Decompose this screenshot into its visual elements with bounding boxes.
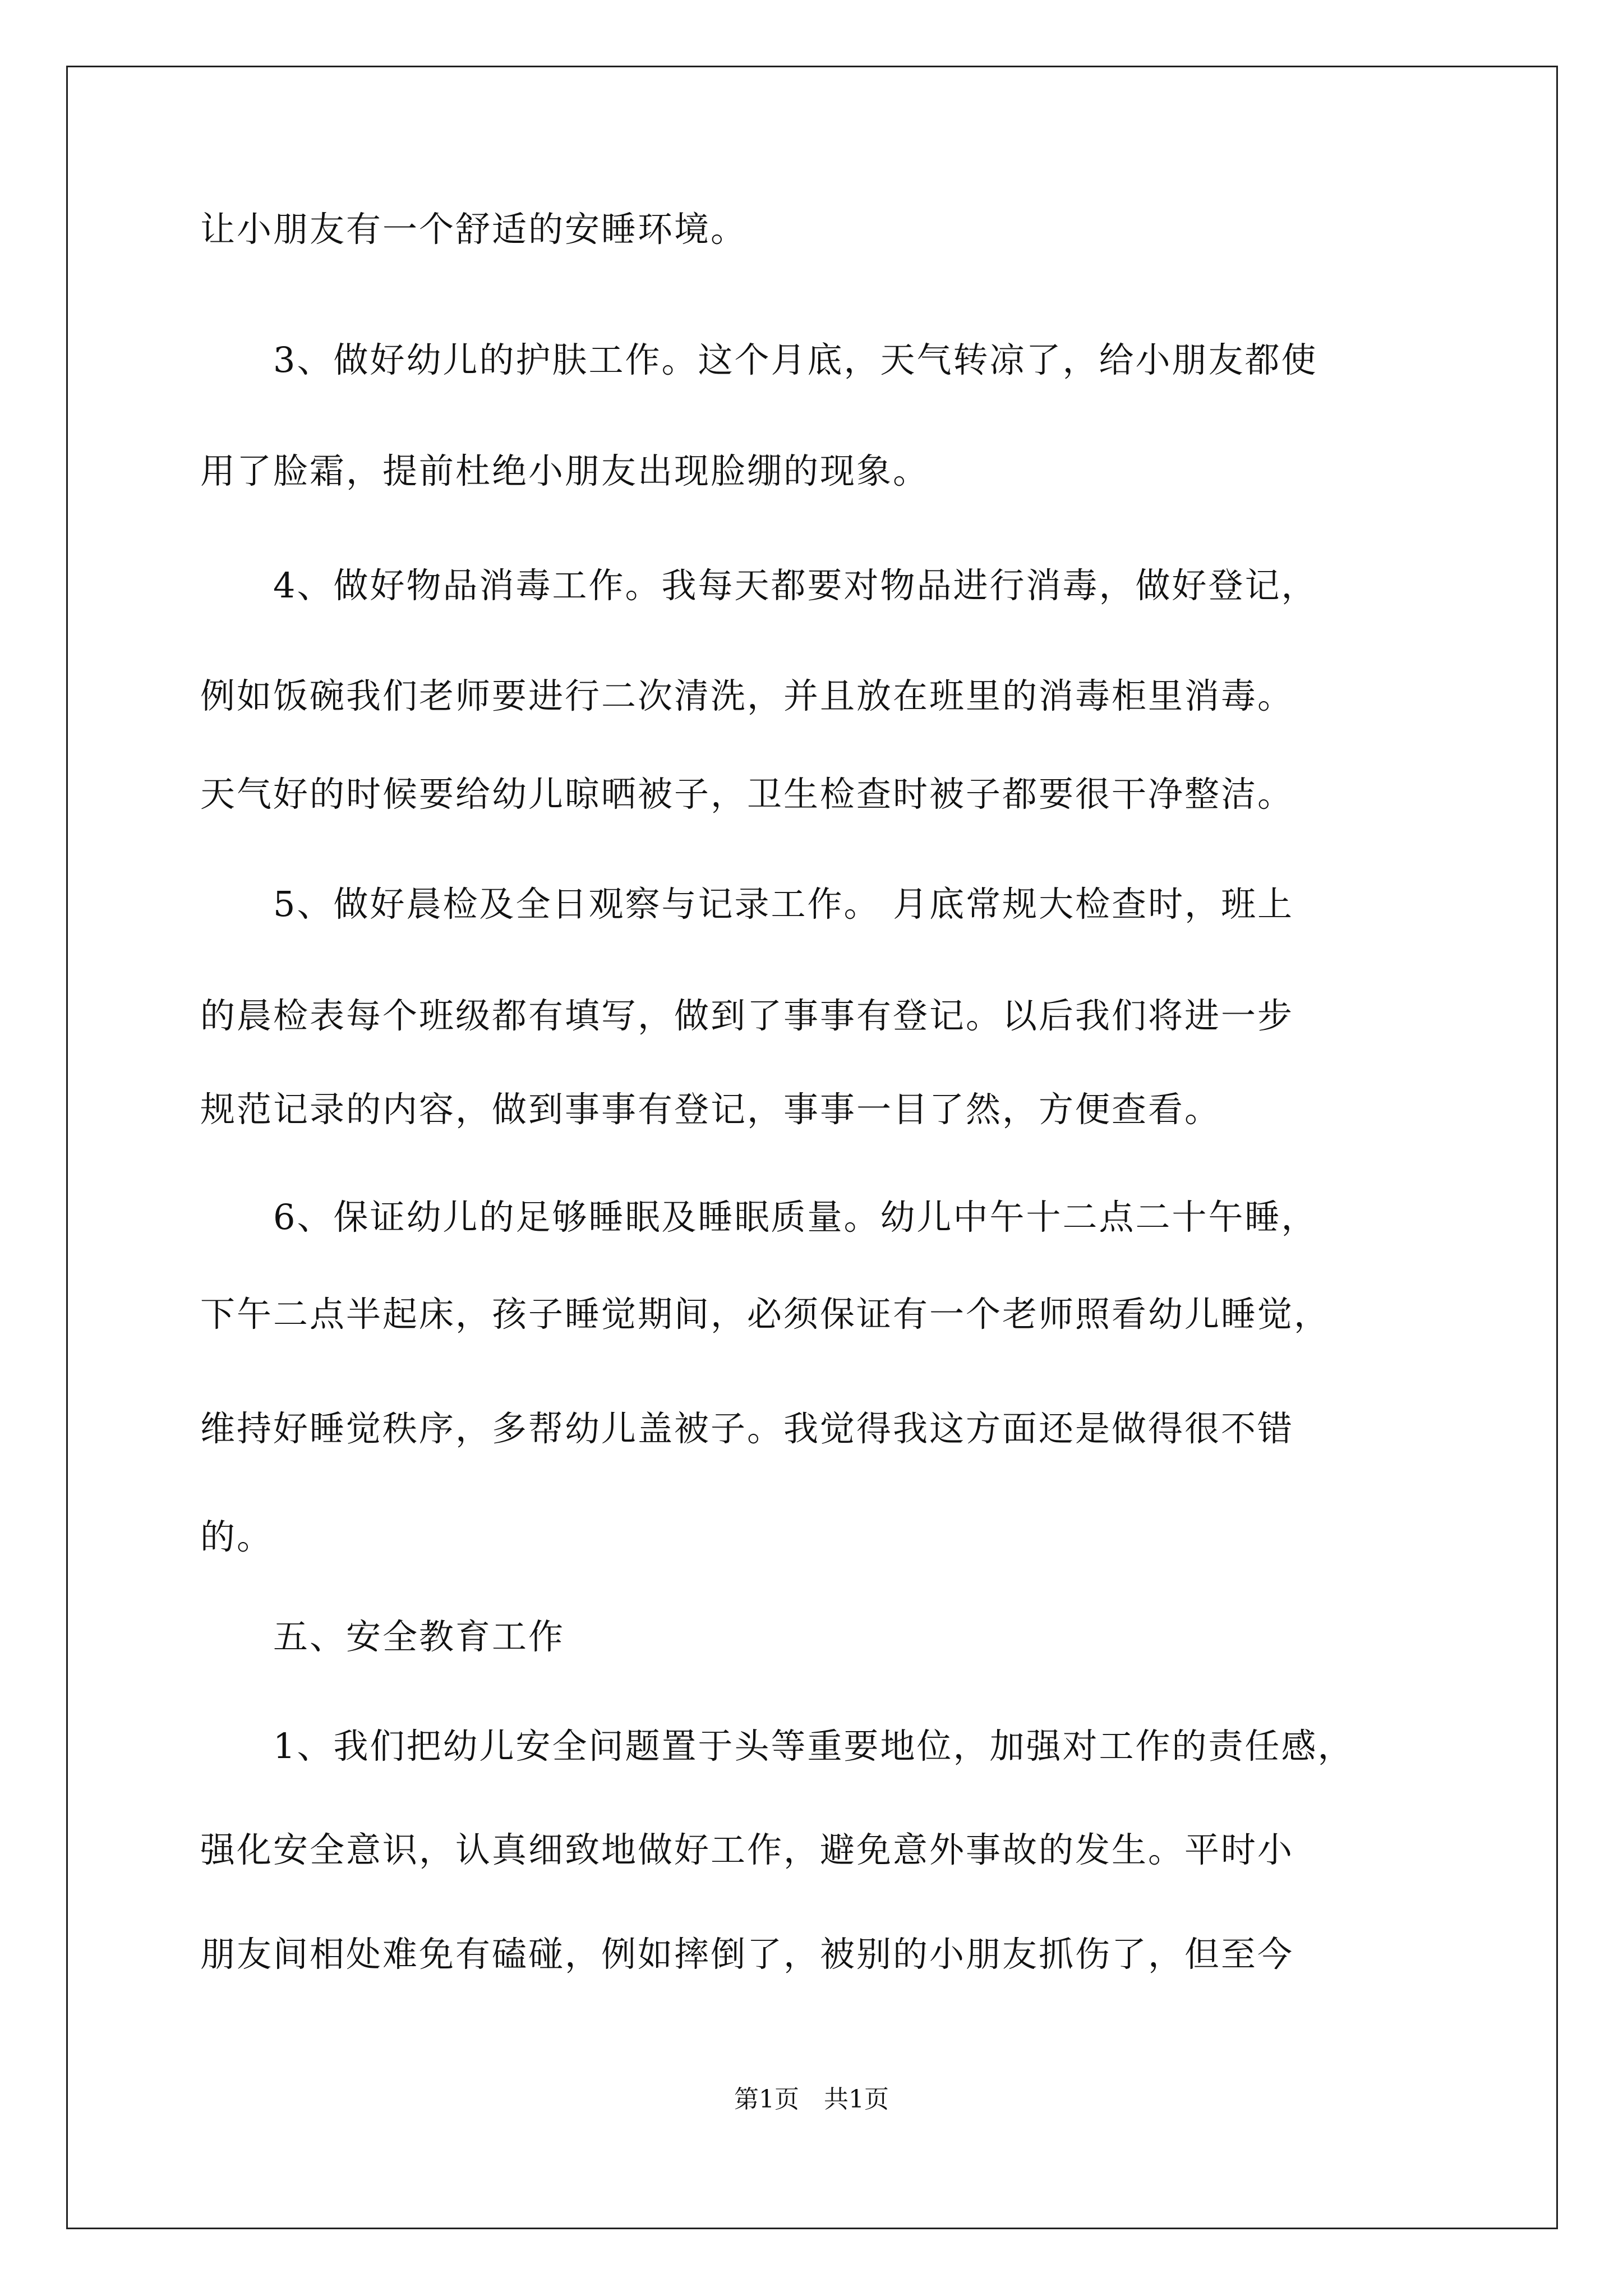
text-line: 的晨检表每个班级都有填写，做到了事事有登记。以后我们将进一步 [200, 995, 1294, 1036]
text-line: 例如饭碗我们老师要进行二次清洗，并且放在班里的消毒柜里消毒。 [200, 675, 1294, 716]
text-line: 强化安全意识，认真细致地做好工作，避免意外事故的发生。平时小 [200, 1829, 1294, 1870]
page-number: 第1页 共1页 [734, 2085, 889, 2114]
text-line: 天气好的时候要给幼儿晾晒被子，卫生检查时被子都要很干净整洁。 [200, 774, 1294, 815]
text-line: 6、保证幼儿的足够睡眠及睡眠质量。幼儿中午十二点二十午睡， [200, 1197, 1318, 1237]
text-line: 5、做好晨检及全日观察与记录工作。 月底常规大检查时，班上 [200, 884, 1294, 924]
text-line: 让小朋友有一个舒适的安睡环境。 [200, 209, 748, 250]
text-line: 的。 [200, 1516, 274, 1557]
text-line: 朋友间相处难免有磕碰，例如摔倒了，被别的小朋友抓伤了，但至今 [200, 1934, 1294, 1975]
text-line: 用了脸霜，提前杜绝小朋友出现脸绷的现象。 [200, 450, 930, 491]
text-line: 规范记录的内容，做到事事有登记，事事一目了然，方便查看。 [200, 1089, 1221, 1130]
text-line: 维持好睡觉秩序，多帮幼儿盖被子。我觉得我这方面还是做得很不错 [200, 1408, 1294, 1449]
text-line: 下午二点半起床，孩子睡觉期间，必须保证有一个老师照看幼儿睡觉， [200, 1294, 1331, 1335]
text-line: 4、做好物品消毒工作。我每天都要对物品进行消毒，做好登记， [200, 565, 1318, 606]
text-line: 3、做好幼儿的护肤工作。这个月底，天气转凉了，给小朋友都使 [200, 339, 1318, 380]
text-line: 1、我们把幼儿安全问题置于头等重要地位，加强对工作的责任感， [200, 1726, 1354, 1766]
section-heading: 五、安全教育工作 [200, 1616, 565, 1657]
page-border [66, 66, 1558, 2229]
